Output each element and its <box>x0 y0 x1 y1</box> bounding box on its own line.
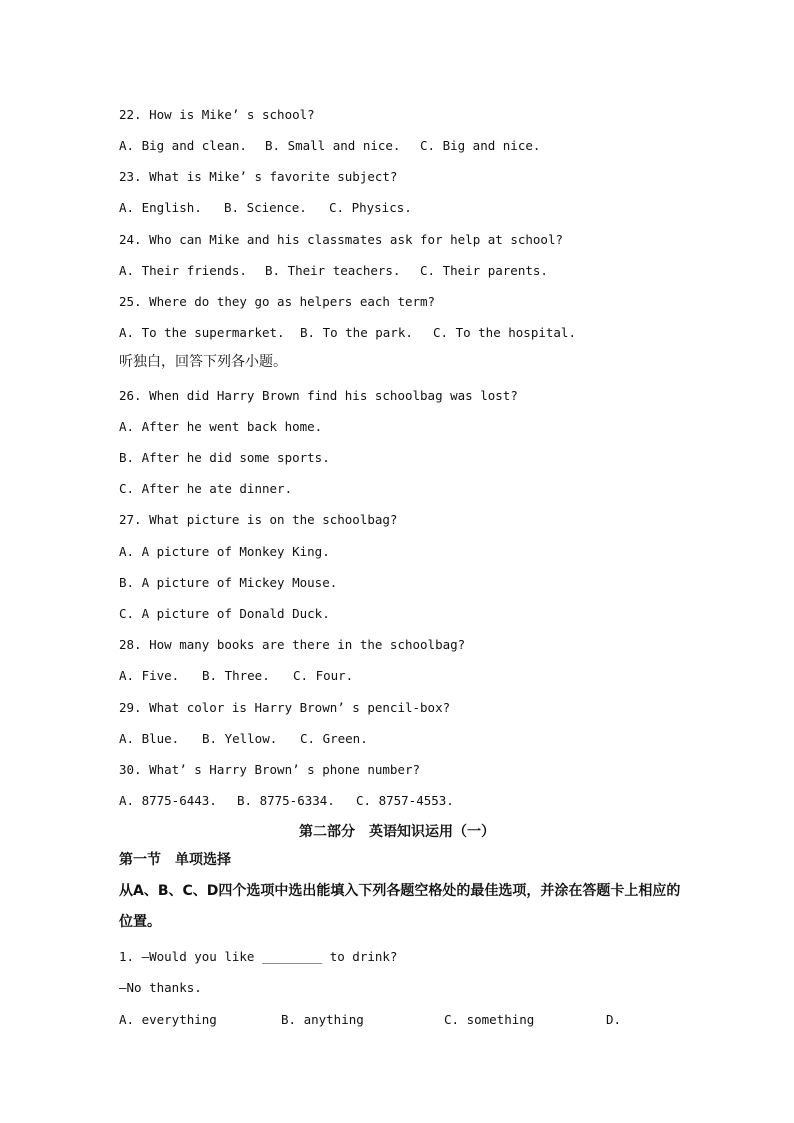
option-b: B. Yellow. <box>202 731 278 746</box>
grammar-question-1: 1. —Would you like ________ to drink? <box>119 949 398 964</box>
option-b: B. anything <box>281 1012 364 1027</box>
option-26-c: C. After he ate dinner. <box>119 481 293 496</box>
question-29: 29. What color is Harry Brown’ s pencil-box? <box>119 700 451 715</box>
option-b: B. Three. <box>202 668 270 683</box>
options-28 <box>119 668 353 684</box>
option-a: A. Big and clean. <box>119 138 247 153</box>
option-c: C. Four. <box>293 668 354 683</box>
option-b: B. Science. <box>224 200 307 215</box>
question-22: 22. How is Mike’ s school? <box>119 107 315 122</box>
grammar-question-1-reply: —No thanks. <box>119 980 202 995</box>
part2-title: 第二部分 英语知识运用（一） <box>299 824 495 840</box>
options-30 <box>119 793 454 809</box>
option-c: C. something <box>444 1012 535 1027</box>
question-28: 28. How many books are there in the schoolbag? <box>119 637 466 652</box>
monologue-instruction: 听独白，回答下列各小题。 <box>119 354 287 370</box>
option-27-a: A. A picture of Monkey King. <box>119 544 330 559</box>
option-a: A. Five. <box>119 668 180 683</box>
option-a: A. Their friends. <box>119 263 247 278</box>
option-26-b: B. After he did some sports. <box>119 450 330 465</box>
question-27: 27. What picture is on the schoolbag? <box>119 512 398 527</box>
option-b: B. To the park. <box>300 325 413 340</box>
option-a: A. 8775-6443. <box>119 793 217 808</box>
options-24 <box>119 263 548 279</box>
option-b: B. 8775-6334. <box>237 793 335 808</box>
option-27-b: B. A picture of Mickey Mouse. <box>119 575 338 590</box>
option-a: A. To the supermarket. <box>119 325 285 340</box>
section1-instruction-line2: 位置。 <box>119 914 161 930</box>
option-a: A. Blue. <box>119 731 180 746</box>
option-b: B. Small and nice. <box>265 138 401 153</box>
options-25 <box>119 325 576 341</box>
options-23 <box>119 200 412 216</box>
option-a: A. everything <box>119 1012 217 1027</box>
option-b: B. Their teachers. <box>265 263 401 278</box>
option-c: C. Their parents. <box>420 263 548 278</box>
option-c: C. 8757-4553. <box>356 793 454 808</box>
section1-title: 第一节 单项选择 <box>119 852 231 868</box>
option-c: C. Physics. <box>329 200 412 215</box>
option-26-a: A. After he went back home. <box>119 419 323 434</box>
question-23: 23. What is Mike’ s favorite subject? <box>119 169 398 184</box>
question-25: 25. Where do they go as helpers each term? <box>119 294 436 309</box>
question-26: 26. When did Harry Brown find his schoolbag was lost? <box>119 388 518 403</box>
options-22 <box>119 138 540 154</box>
option-c: C. Green. <box>300 731 368 746</box>
option-a: A. English. <box>119 200 202 215</box>
question-30: 30. What’ s Harry Brown’ s phone number? <box>119 762 421 777</box>
options-29 <box>119 731 368 747</box>
option-d: D. <box>606 1012 622 1027</box>
option-c: C. Big and nice. <box>420 138 541 153</box>
option-27-c: C. A picture of Donald Duck. <box>119 606 330 621</box>
option-c: C. To the hospital. <box>433 325 576 340</box>
section1-instruction-line1: 从A、B、C、D四个选项中选出能填入下列各题空格处的最佳选项，并涂在答题卡上相应的 <box>119 883 681 899</box>
grammar-options-1 <box>119 1012 621 1028</box>
question-24: 24. Who can Mike and his classmates ask for help at school? <box>119 232 564 247</box>
